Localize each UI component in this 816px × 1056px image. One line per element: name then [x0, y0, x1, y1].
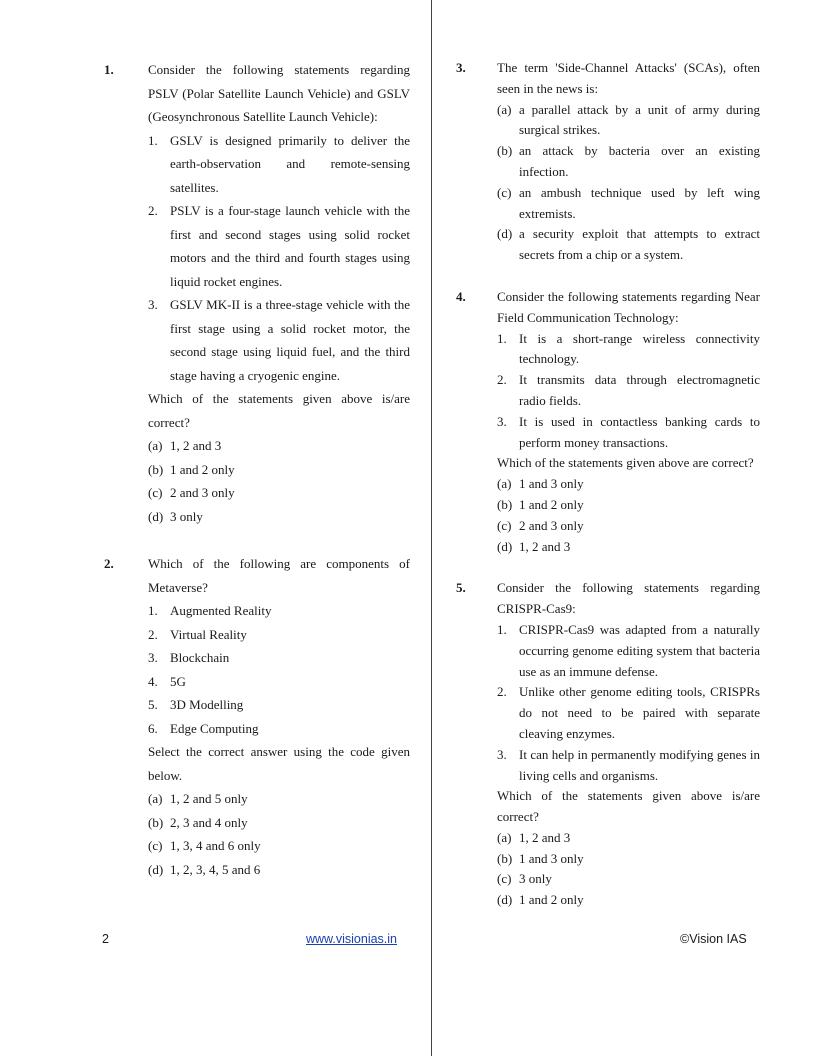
option-text: 2 and 3 only: [170, 485, 235, 500]
option-letter: (c): [497, 184, 512, 200]
option-c: [148, 834, 410, 858]
statement-number: 4.: [148, 673, 158, 689]
option-letter: (a): [148, 438, 163, 453]
statement-text: 5G: [170, 673, 186, 689]
option-b: [148, 811, 410, 835]
statement-item: [497, 620, 760, 682]
statement-item: [148, 646, 410, 670]
option-letter: (c): [497, 517, 512, 533]
option-text: 1 and 2 only: [519, 892, 584, 908]
option-b: [497, 141, 760, 183]
statement-number: 2.: [497, 684, 507, 700]
question-stem: The term 'Side-Channel Attacks' (SCAs), often seen in the news is:: [497, 60, 760, 96]
statement-item: [148, 670, 410, 694]
option-list: [148, 434, 410, 528]
statement-item: [497, 745, 760, 787]
option-text: an attack by bacteria over an existing infection.: [519, 143, 760, 179]
statement-item: [148, 129, 410, 200]
statement-item: [497, 682, 760, 744]
question-prompt: Which of the statements given above is/are correct?: [148, 391, 410, 430]
statement-item: [497, 329, 760, 371]
option-letter: (d): [497, 892, 513, 908]
option-text: 1 and 3 only: [519, 850, 584, 866]
left-column: [98, 58, 410, 881]
question-number: 5.: [456, 580, 466, 596]
question-stem: Which of the following are components of Metaverse?: [148, 556, 410, 595]
statement-item: [148, 293, 410, 387]
question-number: 3.: [456, 60, 466, 75]
option-a: [148, 434, 410, 458]
column-divider: [431, 0, 432, 1056]
option-text: 1 and 2 only: [519, 496, 584, 512]
statement-number: 3.: [497, 413, 507, 429]
question-stem: Consider the following statements regarding Near Field Communication Technology:: [497, 288, 760, 325]
statement-text: It is used in contactless banking cards to perform money transactions.: [519, 413, 760, 450]
option-letter: (a): [497, 476, 512, 492]
statement-text: Edge Computing: [170, 720, 259, 736]
statement-list: [148, 599, 410, 740]
statement-text: Augmented Reality: [170, 603, 272, 618]
statement-number: 1.: [497, 330, 507, 346]
option-letter: (c): [148, 838, 163, 853]
statement-text: GSLV MK-II is a three-stage vehicle with the first stage using a solid rocket motor, the second stage using liquid fuel, and the third stage having a cryogenic engine.: [170, 297, 410, 383]
statement-number: 6.: [148, 720, 158, 736]
statement-item: [148, 717, 410, 741]
option-b: [497, 495, 760, 516]
option-c: [497, 869, 760, 890]
statement-text: 3D Modelling: [170, 697, 244, 712]
statement-list: [497, 620, 760, 786]
statement-list: [148, 129, 410, 388]
statement-list: [497, 329, 760, 454]
option-b: [148, 458, 410, 482]
option-text: 3 only: [519, 871, 552, 887]
option-text: a security exploit that attempts to extract secrets from a chip or a system.: [519, 226, 760, 263]
statement-item: [497, 370, 760, 412]
option-d: [497, 890, 760, 911]
option-letter: (a): [148, 791, 163, 806]
website-link[interactable]: www.visionias.in: [306, 932, 398, 946]
copyright-text: ©Vision IAS: [680, 932, 747, 946]
question-3: [450, 58, 760, 266]
option-a: [148, 787, 410, 811]
option-letter: (c): [497, 871, 512, 887]
option-list: [497, 100, 760, 266]
option-list: [497, 828, 760, 911]
statement-text: It transmits data through electromagnetic radio fields.: [519, 372, 760, 408]
statement-item: [148, 623, 410, 647]
page-number: 2: [102, 932, 109, 946]
option-d: [148, 858, 410, 882]
question-2: [98, 552, 410, 881]
option-d: [497, 537, 760, 558]
question-number: 1.: [104, 62, 114, 77]
statement-number: 1.: [497, 621, 507, 637]
option-text: 2 and 3 only: [519, 517, 584, 533]
statement-text: Unlike other genome editing tools, CRISPRs do not need to be paired with separate cleaving enzymes.: [519, 684, 760, 741]
question-5: [450, 578, 760, 911]
statement-item: [148, 693, 410, 717]
option-text: 1, 2 and 3: [519, 538, 571, 554]
question-4: [450, 287, 760, 557]
statement-item: [148, 199, 410, 293]
option-letter: (d): [497, 538, 513, 554]
option-text: 1 and 2 only: [170, 461, 235, 477]
statement-text: Blockchain: [170, 650, 230, 665]
statement-number: 5.: [148, 697, 158, 712]
option-letter: (b): [497, 850, 513, 866]
statement-text: PSLV is a four-stage launch vehicle with the first and second stages using solid rocket motors and the third and fourth stages using liquid rocket engines.: [170, 203, 410, 289]
statement-text: It is a short-range wireless connectivity technology.: [519, 330, 760, 367]
question-prompt: Which of the statements given above is/are correct?: [497, 788, 760, 825]
option-text: 3 only: [170, 508, 203, 524]
option-letter: (a): [497, 829, 512, 845]
statement-number: 2.: [148, 626, 158, 642]
option-letter: (b): [497, 496, 513, 512]
option-a: [497, 474, 760, 495]
option-text: 1, 2 and 3: [519, 829, 571, 845]
question-stem: Consider the following statements regarding CRISPR-Cas9:: [497, 580, 760, 617]
question-prompt: Which of the statements given above are correct?: [497, 455, 754, 471]
statement-number: 2.: [148, 203, 158, 218]
right-column: [450, 58, 760, 911]
option-c: [497, 183, 760, 225]
option-c: [148, 481, 410, 505]
option-text: 1, 2, 3, 4, 5 and 6: [170, 861, 261, 877]
option-text: 2, 3 and 4 only: [170, 814, 248, 830]
question-stem: Consider the following statements regarding PSLV (Polar Satellite Launch Vehicle) and GSLV (Geosynchronous Satellite Launch Vehicle):: [148, 62, 410, 124]
option-letter: (a): [497, 101, 512, 117]
question-prompt: Select the correct answer using the code given below.: [148, 744, 410, 783]
statement-text: Virtual Reality: [170, 626, 247, 642]
option-letter: (b): [497, 143, 513, 159]
question-number: 4.: [456, 288, 466, 304]
statement-text: It can help in permanently modifying genes in living cells and organisms.: [519, 746, 760, 783]
option-text: 1, 2 and 5 only: [170, 791, 248, 806]
statement-number: 3.: [148, 297, 158, 312]
option-c: [497, 516, 760, 537]
option-letter: (b): [148, 461, 164, 477]
option-b: [497, 849, 760, 870]
option-text: a parallel attack by a unit of army during surgical strikes.: [519, 101, 760, 138]
statement-number: 2.: [497, 372, 507, 388]
option-list: [497, 474, 760, 557]
statement-number: 1.: [148, 603, 158, 618]
option-a: [497, 828, 760, 849]
option-letter: (d): [148, 861, 164, 877]
option-text: 1 and 3 only: [519, 476, 584, 492]
option-text: 1, 3, 4 and 6 only: [170, 838, 261, 853]
statement-item: [497, 412, 760, 454]
statement-text: CRISPR-Cas9 was adapted from a naturally occurring genome editing system that bacteria use as an immune defense.: [519, 621, 760, 679]
statement-number: 3.: [148, 650, 158, 665]
option-letter: (c): [148, 485, 163, 500]
option-letter: (d): [148, 508, 164, 524]
option-a: [497, 100, 760, 142]
statement-number: 3.: [497, 746, 507, 762]
statement-item: [148, 599, 410, 623]
option-letter: (d): [497, 226, 513, 242]
statement-number: 1.: [148, 132, 158, 148]
option-text: 1, 2 and 3: [170, 438, 222, 453]
question-1: [98, 58, 410, 528]
option-list: [148, 787, 410, 881]
option-d: [497, 224, 760, 266]
statement-text: GSLV is designed primarily to deliver the earth-observation and remote-sensing satellites.: [170, 132, 410, 195]
option-d: [148, 505, 410, 529]
option-letter: (b): [148, 814, 164, 830]
option-text: an ambush technique used by left wing extremists.: [519, 184, 760, 221]
question-number: 2.: [104, 556, 114, 571]
